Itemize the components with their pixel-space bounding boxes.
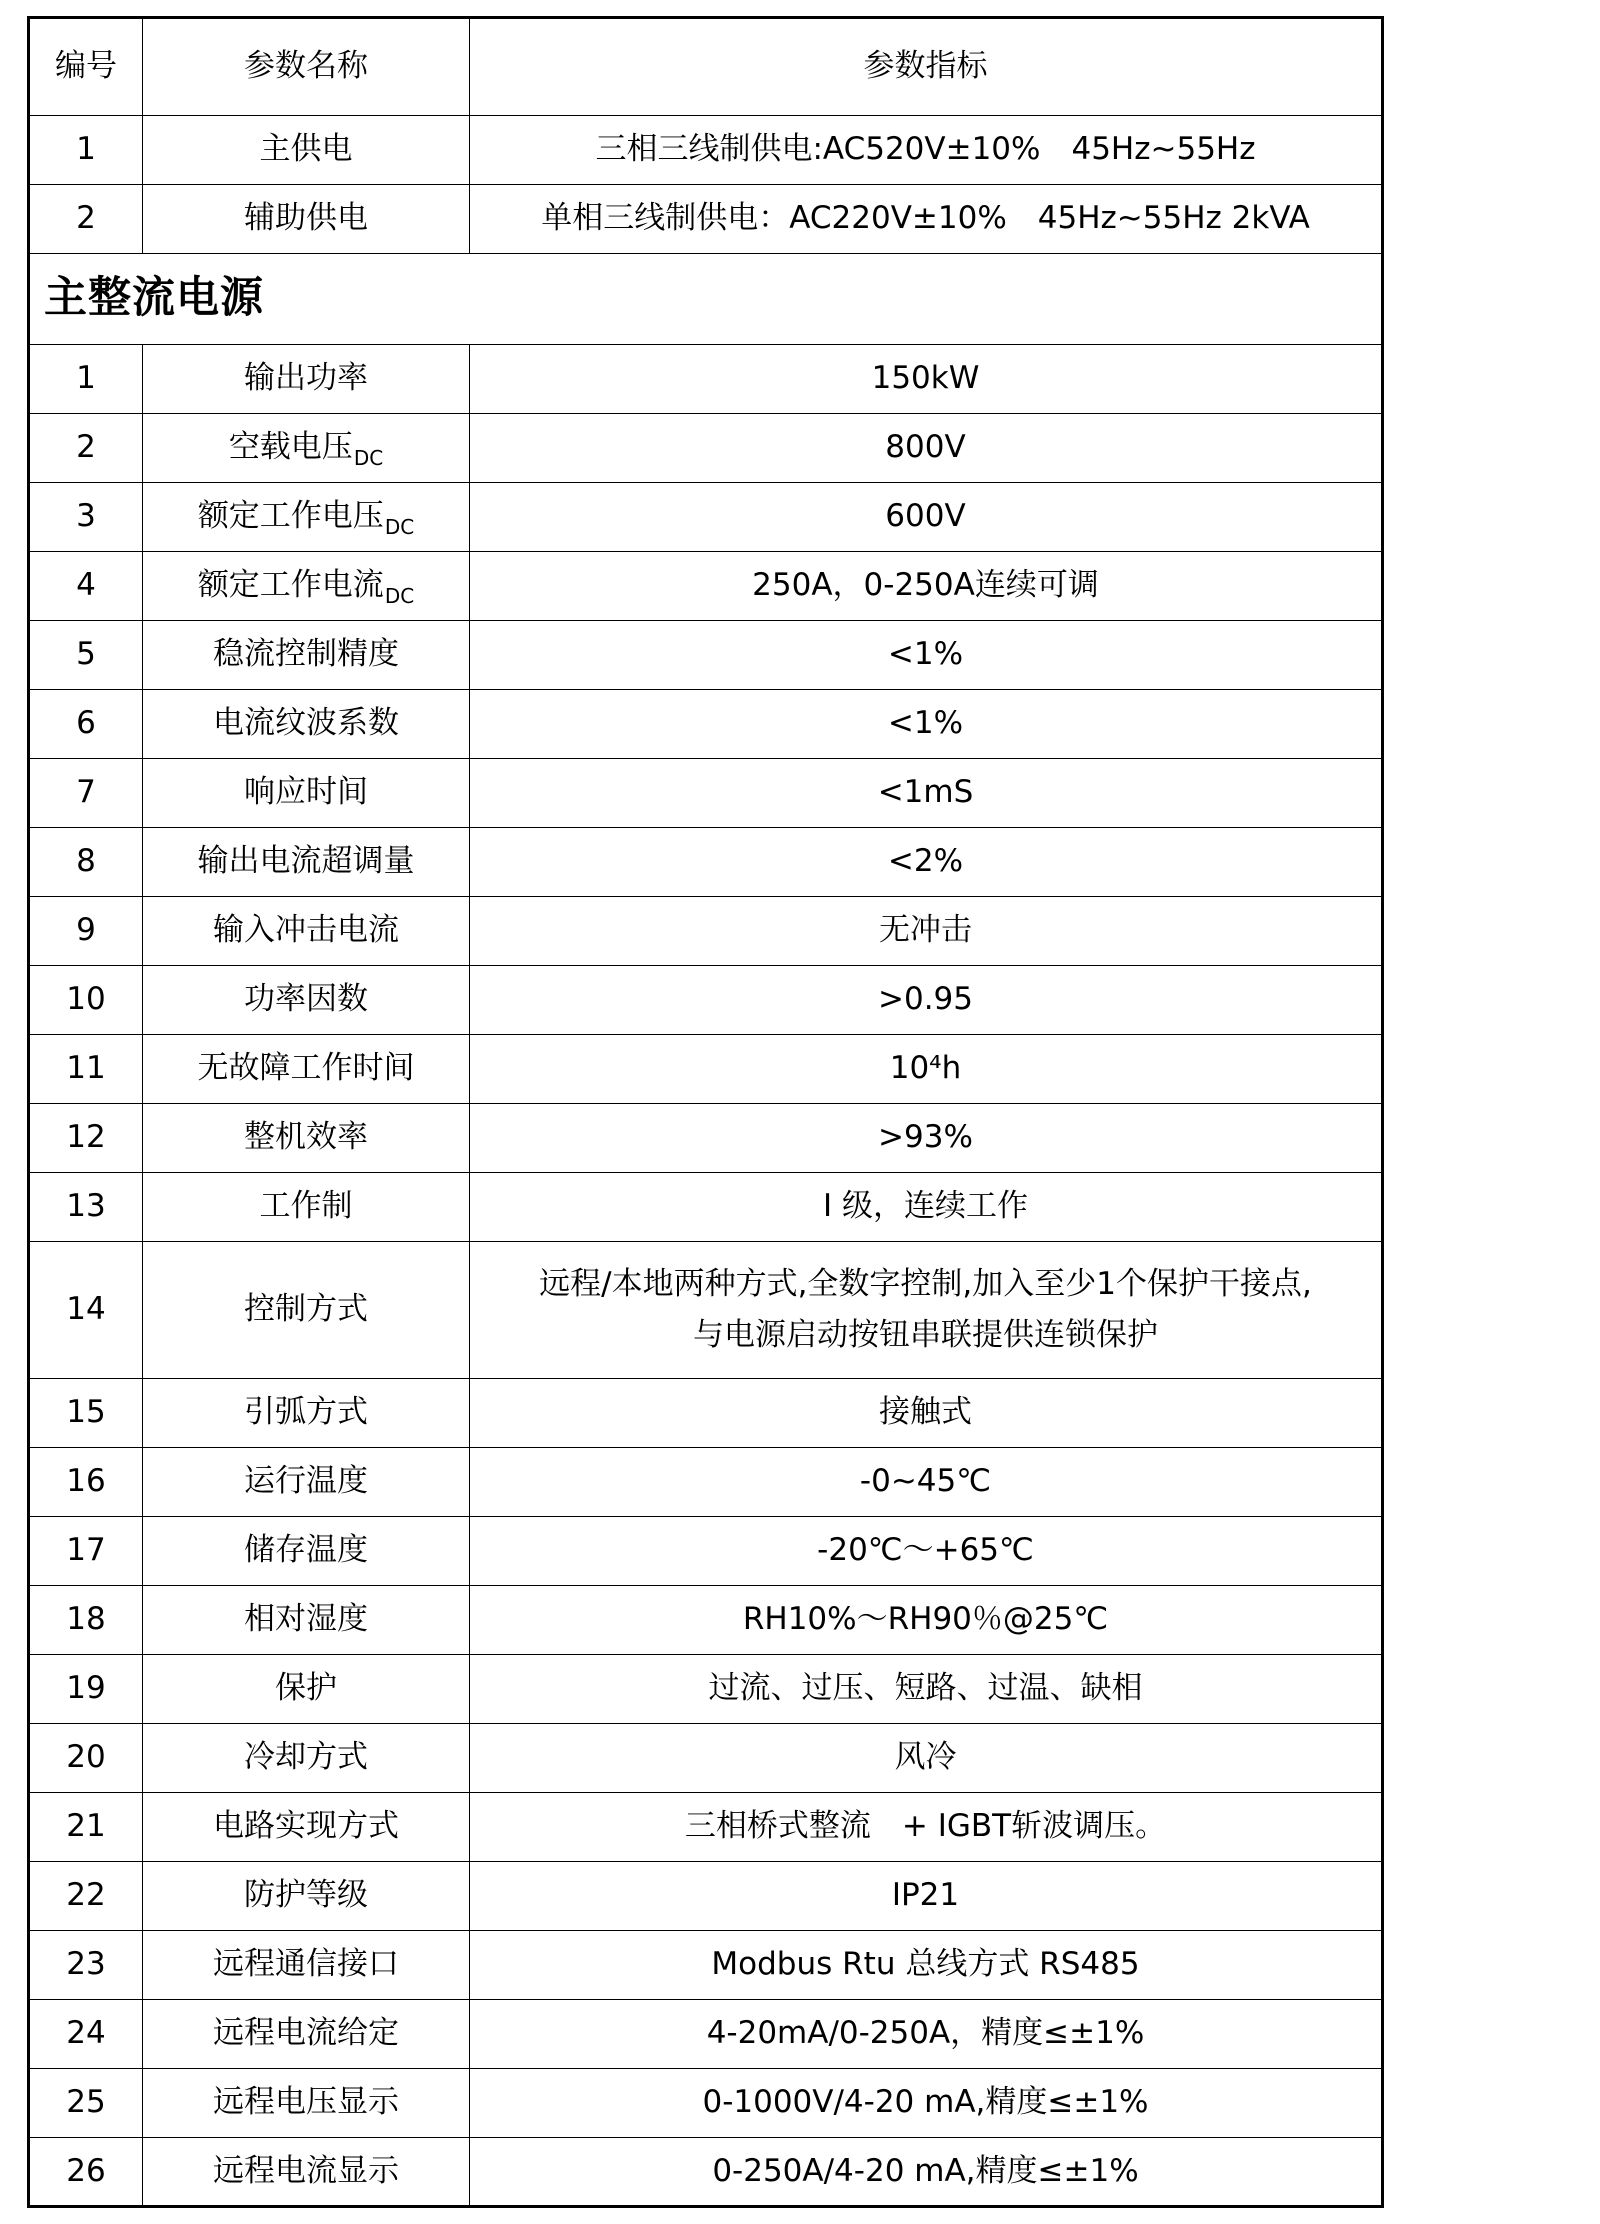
- row-number: 24: [29, 2000, 143, 2069]
- row-parameter-value: RH10%～RH90％@25℃: [470, 1586, 1383, 1655]
- table-row: [29, 966, 1383, 1035]
- table-header-row: [29, 18, 1383, 116]
- row-parameter-name: [143, 2000, 470, 2069]
- row-number: 1: [29, 116, 143, 185]
- parameter-name-text: 输出电流超调量: [197, 843, 415, 880]
- table-row: [29, 1793, 1383, 1862]
- table-row: [29, 2138, 1383, 2207]
- parameter-name-text: 运行温度: [244, 1463, 368, 1500]
- table-row: [29, 1931, 1383, 2000]
- row-number: 9: [29, 897, 143, 966]
- parameter-name-text: 稳流控制精度: [213, 636, 399, 673]
- parameter-name-text: 工作制: [259, 1188, 353, 1225]
- parameter-name-text: 功率因数: [244, 981, 368, 1018]
- row-parameter-name: [143, 1035, 470, 1104]
- row-number: 16: [29, 1448, 143, 1517]
- row-parameter-value: 4-20mA/0-250A，精度≤±1%: [470, 2000, 1383, 2069]
- row-parameter-name: [143, 828, 470, 897]
- row-number: 5: [29, 621, 143, 690]
- row-number: 6: [29, 690, 143, 759]
- table-row: [29, 759, 1383, 828]
- row-number: 21: [29, 1793, 143, 1862]
- row-parameter-name: [143, 1793, 470, 1862]
- row-parameter-name: [143, 1862, 470, 1931]
- row-parameter-name: [143, 2138, 470, 2207]
- row-number: 17: [29, 1517, 143, 1586]
- table-row: [29, 1035, 1383, 1104]
- table-row: [29, 690, 1383, 759]
- row-parameter-value: 单相三线制供电：AC220V±10% 45Hz~55Hz 2kVA: [470, 185, 1383, 254]
- table-row: [29, 1862, 1383, 1931]
- parameter-name-text: 额定工作电流: [197, 567, 384, 604]
- table-row: [29, 1242, 1383, 1379]
- row-parameter-value: <1%: [470, 621, 1383, 690]
- row-parameter-value: >93%: [470, 1104, 1383, 1173]
- row-parameter-name: [143, 1173, 470, 1242]
- row-number: 12: [29, 1104, 143, 1173]
- parameter-name-text: 输出功率: [244, 360, 368, 397]
- table-row: [29, 552, 1383, 621]
- row-parameter-value: Ⅰ 级，连续工作: [470, 1173, 1383, 1242]
- parameter-name-text: 储存温度: [244, 1532, 368, 1569]
- row-parameter-value: -20℃～+65℃: [470, 1517, 1383, 1586]
- parameter-name-text: 远程通信接口: [213, 1946, 399, 1983]
- row-number: 1: [29, 345, 143, 414]
- row-number: 4: [29, 552, 143, 621]
- table-row: [29, 116, 1383, 185]
- section-row: [29, 254, 1383, 345]
- row-parameter-value: [470, 1242, 1383, 1379]
- row-number: 10: [29, 966, 143, 1035]
- parameter-name-text: 远程电压显示: [213, 2084, 399, 2121]
- row-parameter-name: [143, 1724, 470, 1793]
- header-parameter-value: 参数指标: [470, 18, 1383, 116]
- row-parameter-name: [143, 2069, 470, 2138]
- row-number: 14: [29, 1242, 143, 1379]
- table-row: [29, 345, 1383, 414]
- row-parameter-name: [143, 759, 470, 828]
- row-parameter-value: IP21: [470, 1862, 1383, 1931]
- row-parameter-value: 风冷: [470, 1724, 1383, 1793]
- parameter-name-text: 响应时间: [244, 774, 368, 811]
- row-parameter-name: [143, 1448, 470, 1517]
- parameter-value-line: 与电源启动按钮串联提供连锁保护: [693, 1317, 1158, 1353]
- table-row: [29, 1173, 1383, 1242]
- row-parameter-name: [143, 483, 470, 552]
- row-parameter-name: [143, 1104, 470, 1173]
- row-parameter-value: <2%: [470, 828, 1383, 897]
- parameter-name-text: 电路实现方式: [213, 1808, 399, 1845]
- table-row: [29, 1655, 1383, 1724]
- parameter-name-text: 远程电流给定: [213, 2015, 399, 2052]
- row-parameter-value: 0-1000V/4-20 mA,精度≤±1%: [470, 2069, 1383, 2138]
- row-number: 8: [29, 828, 143, 897]
- row-number: 2: [29, 185, 143, 254]
- parameter-name-text: 电流纹波系数: [213, 705, 399, 742]
- table-row: [29, 1586, 1383, 1655]
- row-number: 11: [29, 1035, 143, 1104]
- table-row: [29, 897, 1383, 966]
- header-number: 编号: [29, 18, 143, 116]
- table-row: [29, 185, 1383, 254]
- table-row: [29, 2000, 1383, 2069]
- row-parameter-value: <1%: [470, 690, 1383, 759]
- table-row: [29, 1448, 1383, 1517]
- parameter-name-text: 整机效率: [244, 1119, 368, 1156]
- row-number: 22: [29, 1862, 143, 1931]
- table-row: [29, 1104, 1383, 1173]
- parameter-name-text: 额定工作电压: [197, 498, 384, 535]
- row-parameter-value: 250A，0-250A连续可调: [470, 552, 1383, 621]
- section-title: 主整流电源: [29, 254, 1383, 345]
- row-parameter-value: 150kW: [470, 345, 1383, 414]
- parameter-name-subscript: DC: [384, 584, 415, 609]
- row-number: 18: [29, 1586, 143, 1655]
- table-row: [29, 1379, 1383, 1448]
- parameter-name-text: 控制方式: [244, 1291, 368, 1328]
- table-row: [29, 2069, 1383, 2138]
- row-number: 3: [29, 483, 143, 552]
- row-parameter-name: [143, 345, 470, 414]
- table-row: [29, 483, 1383, 552]
- parameter-name-text: 相对湿度: [244, 1601, 368, 1638]
- row-parameter-value: Modbus Rtu 总线方式 RS485: [470, 1931, 1383, 2000]
- table-row: [29, 828, 1383, 897]
- row-parameter-value: >0.95: [470, 966, 1383, 1035]
- row-parameter-value: 600V: [470, 483, 1383, 552]
- parameter-name-text: 无故障工作时间: [197, 1050, 415, 1087]
- row-number: 19: [29, 1655, 143, 1724]
- table-row: [29, 414, 1383, 483]
- row-parameter-value: 三相桥式整流 + IGBT斩波调压。: [470, 1793, 1383, 1862]
- row-number: 25: [29, 2069, 143, 2138]
- row-parameter-value: 三相三线制供电:AC520V±10% 45Hz~55Hz: [470, 116, 1383, 185]
- parameter-table: [27, 16, 1384, 2208]
- row-parameter-name: [143, 414, 470, 483]
- row-parameter-value: <1mS: [470, 759, 1383, 828]
- table-body: [29, 116, 1383, 2207]
- table-row: [29, 1724, 1383, 1793]
- parameter-name-text: 防护等级: [244, 1877, 368, 1914]
- parameter-name-text: 空载电压: [228, 429, 353, 466]
- header-parameter-name: 参数名称: [143, 18, 470, 116]
- parameter-value-line: 远程/本地两种方式,全数字控制,加入至少1个保护干接点,: [539, 1265, 1312, 1302]
- row-parameter-value: 接触式: [470, 1379, 1383, 1448]
- row-parameter-value: 0-250A/4-20 mA,精度≤±1%: [470, 2138, 1383, 2207]
- table-row: [29, 1517, 1383, 1586]
- row-parameter-value: -0~45℃: [470, 1448, 1383, 1517]
- row-parameter-name: [143, 1242, 470, 1379]
- row-parameter-name: [143, 621, 470, 690]
- row-parameter-name: [143, 1379, 470, 1448]
- parameter-name-subscript: DC: [353, 446, 384, 471]
- row-parameter-name: [143, 1655, 470, 1724]
- row-parameter-value: 10⁴h: [470, 1035, 1383, 1104]
- row-parameter-name: [143, 690, 470, 759]
- parameter-name-text: 冷却方式: [244, 1739, 368, 1776]
- row-parameter-name: [143, 966, 470, 1035]
- row-parameter-name: [143, 897, 470, 966]
- row-number: 23: [29, 1931, 143, 2000]
- row-number: 26: [29, 2138, 143, 2207]
- row-number: 20: [29, 1724, 143, 1793]
- row-parameter-name: [143, 1586, 470, 1655]
- row-parameter-value: 无冲击: [470, 897, 1383, 966]
- parameter-name-subscript: DC: [384, 515, 415, 540]
- parameter-name-text: 保护: [275, 1670, 337, 1707]
- row-parameter-value: 800V: [470, 414, 1383, 483]
- parameter-name-text: 引弧方式: [244, 1394, 368, 1431]
- row-parameter-name: 主供电: [143, 116, 470, 185]
- row-number: 7: [29, 759, 143, 828]
- row-parameter-name: [143, 552, 470, 621]
- row-parameter-value: 过流、过压、短路、过温、缺相: [470, 1655, 1383, 1724]
- table-row: [29, 621, 1383, 690]
- row-parameter-name: [143, 1931, 470, 2000]
- row-parameter-name: 辅助供电: [143, 185, 470, 254]
- row-number: 2: [29, 414, 143, 483]
- parameter-name-text: 输入冲击电流: [213, 912, 399, 949]
- row-number: 15: [29, 1379, 143, 1448]
- row-parameter-name: [143, 1517, 470, 1586]
- parameter-name-text: 远程电流显示: [213, 2152, 399, 2189]
- row-number: 13: [29, 1173, 143, 1242]
